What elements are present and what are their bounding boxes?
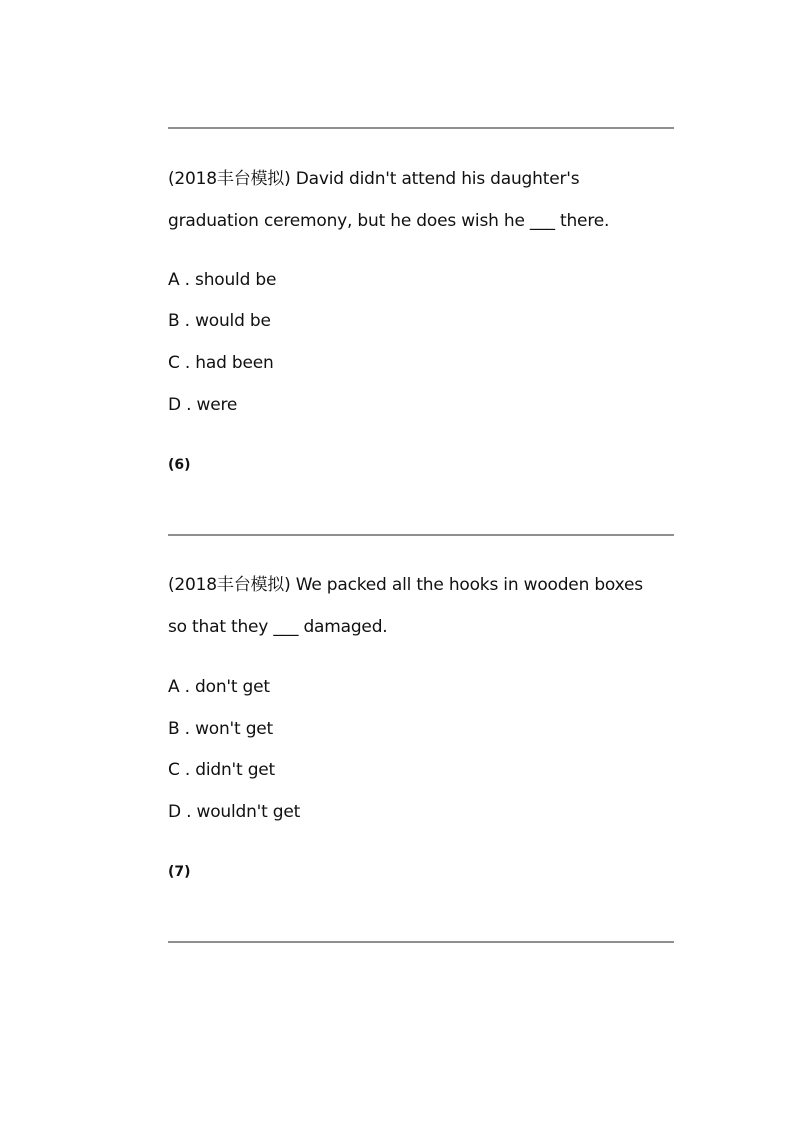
question-2-option-c: C . didn't get <box>168 760 276 780</box>
question-1-line-1: (2018丰台模拟) David didn't attend his daughter's <box>168 169 580 189</box>
divider-rule-bottom <box>168 941 674 943</box>
question-1-stem <box>168 158 678 242</box>
question-1-option-b: B . would be <box>168 311 271 331</box>
question-2-line-1: (2018丰台模拟) We packed all the hooks in wooden boxes <box>168 575 643 595</box>
divider-rule-top <box>168 127 674 129</box>
question-number-6: (6) <box>168 457 191 473</box>
question-1-option-a: A . should be <box>168 270 277 290</box>
question-2-line-2: so that they ___ damaged. <box>168 617 388 637</box>
question-2-option-b: B . won't get <box>168 719 274 739</box>
question-number-7: (7) <box>168 864 191 880</box>
question-2-stem <box>168 564 678 648</box>
question-2-option-a: A . don't get <box>168 677 270 697</box>
question-1-option-c: C . had been <box>168 353 274 373</box>
question-2-option-d: D . wouldn't get <box>168 802 301 822</box>
question-1-line-2: graduation ceremony, but he does wish he ___ there. <box>168 211 610 231</box>
question-1-option-d: D . were <box>168 395 238 415</box>
divider-rule-middle <box>168 534 674 536</box>
